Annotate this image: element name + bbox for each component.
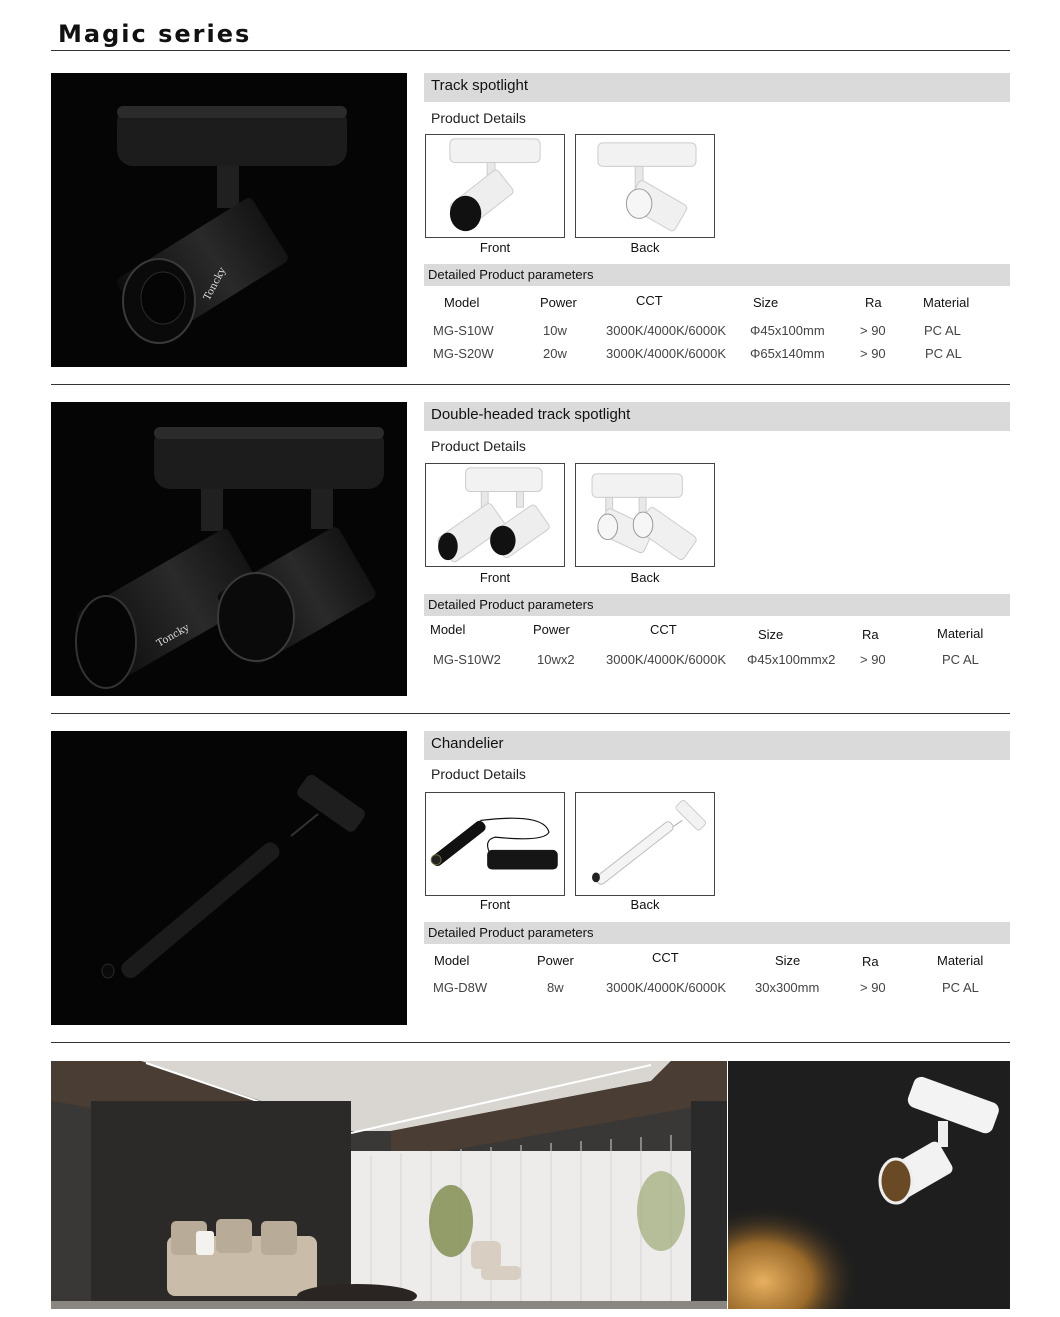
back-caption: Back [630, 570, 660, 585]
svg-text:Toncky: Toncky [201, 265, 229, 303]
col-model: Model [444, 295, 480, 310]
cell-model: MG-S10W2 [433, 652, 501, 667]
col-model: Model [434, 953, 470, 968]
hero-image-track-spotlight [51, 73, 407, 367]
cell-model: MG-D8W [433, 980, 488, 995]
front-caption: Front [479, 570, 511, 585]
back-caption: Back [630, 240, 660, 255]
cell-material: PC AL [942, 980, 979, 995]
cell-model: MG-S20W [433, 346, 494, 361]
params-header: Detailed Product parameters [424, 264, 1010, 286]
cell-size: Φ45x100mm [750, 323, 825, 338]
living-room-photo [51, 1061, 727, 1309]
col-size: Size [775, 953, 801, 968]
table-row [424, 980, 1010, 1000]
col-cct: CCT [650, 622, 677, 637]
section-divider [51, 1042, 1010, 1043]
col-material: Material [937, 626, 984, 641]
svg-text:Toncky: Toncky [155, 622, 192, 650]
pendant-light-black-icon [51, 731, 407, 1025]
cell-model: MG-S10W [433, 323, 494, 338]
info-track-spotlight [424, 73, 1010, 367]
col-cct: CCT [636, 293, 663, 308]
table-row [424, 346, 1010, 366]
cell-power: 10w [543, 323, 567, 338]
cell-cct: 3000K/4000K/6000K [606, 652, 726, 667]
title-rule [51, 50, 1010, 51]
front-thumbnail[interactable] [425, 792, 565, 896]
cell-material: PC AL [942, 652, 979, 667]
cell-cct: 3000K/4000K/6000K [606, 346, 726, 361]
living-room-interior-icon [51, 1061, 727, 1309]
cell-ra: > 90 [860, 346, 886, 361]
front-thumbnail[interactable] [425, 134, 565, 238]
section-divider [51, 713, 1010, 714]
track-spotlight-black-icon [51, 73, 407, 367]
back-thumbnail[interactable] [575, 463, 715, 567]
cell-material: PC AL [924, 323, 961, 338]
section-chandelier [51, 731, 1010, 1025]
col-power: Power [540, 295, 577, 310]
front-caption: Front [479, 240, 511, 255]
cell-size: Φ65x140mm [750, 346, 825, 361]
cell-power: 8w [547, 980, 564, 995]
section-title: Chandelier [424, 731, 1010, 760]
cell-size: Φ45x100mmx2 [747, 652, 836, 667]
col-size: Size [753, 295, 779, 310]
cell-cct: 3000K/4000K/6000K [606, 980, 726, 995]
cell-material: PC AL [925, 346, 962, 361]
section-double-headed-track-spotlight [51, 402, 1010, 696]
col-model: Model [430, 622, 466, 637]
back-thumbnail[interactable] [575, 792, 715, 896]
section-title: Track spotlight [424, 73, 1010, 102]
front-thumbnail[interactable] [425, 463, 565, 567]
params-header-row [424, 295, 1010, 315]
info-double-spotlight [424, 402, 1010, 696]
params-header: Detailed Product parameters [424, 594, 1010, 616]
product-details-label: Product Details [431, 438, 526, 454]
cell-ra: > 90 [860, 323, 886, 338]
product-details-label: Product Details [431, 766, 526, 782]
front-caption: Front [479, 897, 511, 912]
info-chandelier [424, 731, 1010, 1025]
section-divider [51, 384, 1010, 385]
col-material: Material [923, 295, 970, 310]
params-header: Detailed Product parameters [424, 922, 1010, 944]
cell-power: 10wx2 [537, 652, 575, 667]
application-banner [51, 1061, 1010, 1309]
white-spotlight-warm-beam-icon [728, 1061, 1010, 1309]
hero-image-chandelier [51, 731, 407, 1025]
cell-ra: > 90 [860, 980, 886, 995]
col-ra: Ra [862, 627, 879, 642]
cell-cct: 3000K/4000K/6000K [606, 323, 726, 338]
col-ra: Ra [865, 295, 882, 310]
cell-power: 20w [543, 346, 567, 361]
page-title: Magic series [58, 20, 252, 48]
section-track-spotlight [51, 73, 1010, 367]
params-header-row [424, 622, 1010, 642]
col-power: Power [533, 622, 570, 637]
back-thumbnail[interactable] [575, 134, 715, 238]
table-row [424, 652, 1010, 672]
params-header-row [424, 950, 1010, 973]
cell-ra: > 90 [860, 652, 886, 667]
col-size: Size [758, 627, 784, 642]
hero-image-double-spotlight [51, 402, 407, 696]
double-spotlight-black-icon [51, 402, 407, 696]
col-cct: CCT [652, 950, 679, 965]
product-details-label: Product Details [431, 110, 526, 126]
back-caption: Back [630, 897, 660, 912]
spotlight-beam-photo [728, 1061, 1010, 1309]
section-title: Double-headed track spotlight [424, 402, 1010, 431]
col-material: Material [937, 953, 984, 968]
cell-size: 30x300mm [755, 980, 820, 995]
table-row [424, 323, 1010, 343]
col-ra: Ra [862, 954, 879, 969]
col-power: Power [537, 953, 574, 968]
